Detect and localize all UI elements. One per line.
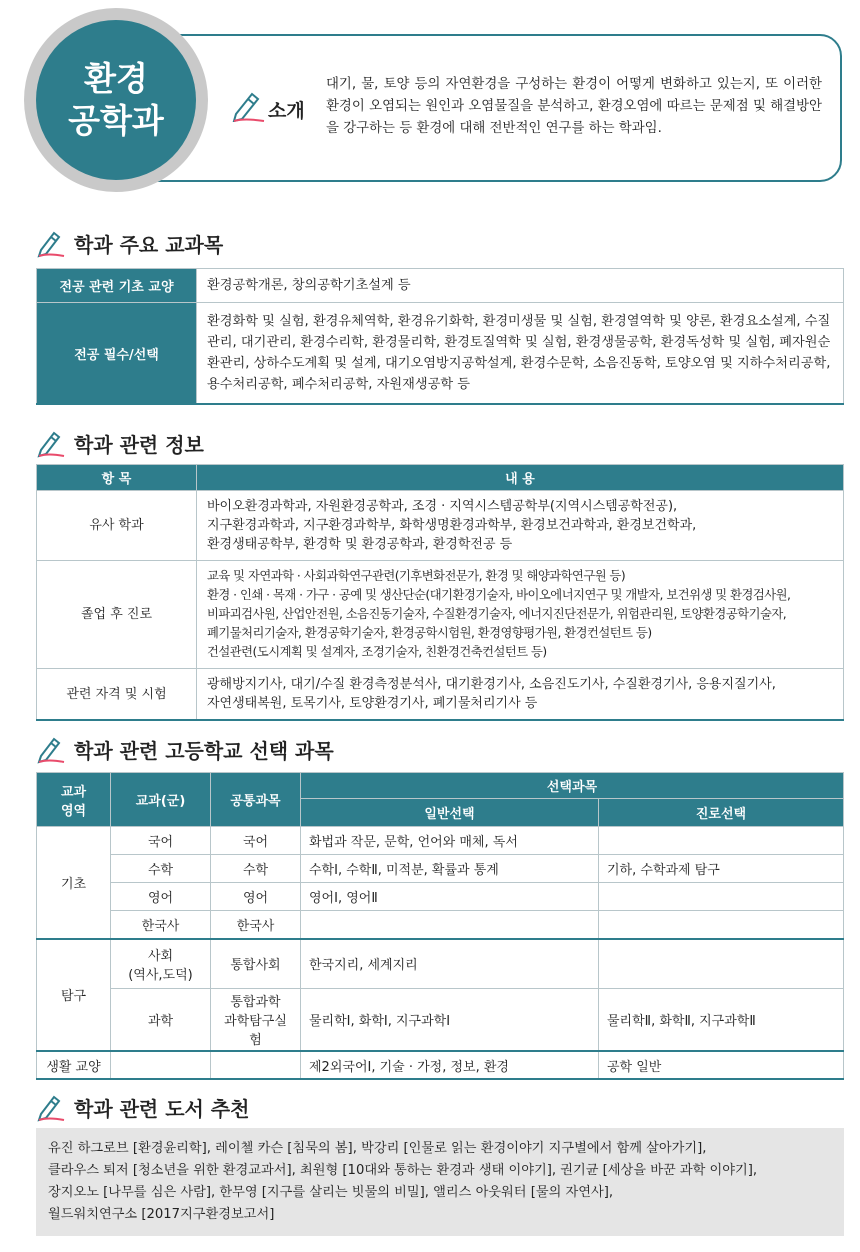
pencil-icon [36,228,66,258]
hs-courses-table [36,772,844,1080]
table-row [37,269,844,303]
table-row [37,911,844,939]
text-line: 교육 및 자연과학 · 사회과학연구관련(기후변화전문가, 환경 및 해양과학연구원 등) [207,569,626,583]
row-value: 환경공학개론, 창의공학기초설계 등 [197,269,844,303]
section-heading-hs-courses [36,734,334,764]
row-value [197,491,844,561]
section-heading-info [36,428,204,458]
area-cell: 기초 [37,827,111,939]
table-row [37,883,844,911]
text-line: 환경생태공학부, 환경학 및 환경공학과, 환경학전공 등 [207,537,513,552]
table-row [37,827,844,855]
career-cell [599,911,844,939]
common-cell [211,989,301,1052]
column-header-group: 교과(군) [111,773,211,827]
header-line: 영역 [60,803,87,819]
group-cell [111,1051,211,1079]
area-cell: 생활 교양 [37,1051,111,1079]
title-line-1: 환경 [84,59,148,98]
row-value [197,561,844,669]
group-cell: 과학 [111,989,211,1052]
column-header: 내 용 [197,465,844,491]
row-value: 환경화학 및 실험, 환경유체역학, 환경유기화학, 환경미생물 및 실험, 환경열역학 및 양론, 환경요소설계, 수질관리, 대기관리, 환경수리학, 환경물리학, 환경토질역학 및 실험, 환경생물공학, 환경독성학 및 실험, 폐자원순환관리, 상하수도계획 및 설계, 대기오염방지공학설계, 환경수문학, 소음진동학, 토양오염 및 지하수처리공학, 용수처리공학, 폐수처리공학, 자원재생공학 등 [197,303,844,405]
career-cell [599,827,844,855]
section-title: 학과 관련 고등학교 선택 과목 [74,738,334,763]
column-header-career: 진로선택 [599,799,844,827]
general-cell: 한국지리, 세계지리 [301,939,599,989]
column-header-general: 일반선택 [301,799,599,827]
section-heading-courses [36,228,223,258]
general-cell: 영어Ⅰ, 영어Ⅱ [301,883,599,911]
column-header-common: 공통과목 [211,773,301,827]
text-line: 바이오환경과학과, 자원환경공학과, 조경 · 지역시스템공학부(지역시스템공학전공), [207,499,678,514]
career-cell [599,883,844,911]
book-list [36,1128,844,1236]
table-row [37,491,844,561]
career-cell [599,939,844,989]
header-line: 교과 [60,784,87,800]
text-line: 환경 · 인쇄 · 목재 · 가구 · 공예 및 생산단순(대기환경기술자, 바이오에너지연구 및 개발자, 보건위생 및 환경검사원, [207,588,791,602]
general-cell: 수학Ⅰ, 수학Ⅱ, 미적분, 확률과 통계 [301,855,599,883]
text-line: 지구환경과학과, 지구환경과학부, 화학생명환경과학부, 환경보건과학과, 환경보건학과, [207,518,697,533]
common-cell: 통합사회 [211,939,301,989]
table-header-row [37,773,844,799]
group-cell: 한국사 [111,911,211,939]
row-label: 전공 필수/선택 [37,303,197,405]
pencil-icon [36,428,66,458]
common-cell: 한국사 [211,911,301,939]
text-line: 건설관련(도시계획 및 설계자, 조경기술자, 친환경건축컨설턴트 등) [207,645,547,659]
row-label: 관련 자격 및 시험 [37,669,197,721]
cell-line: 과학탐구실험 [224,1014,287,1048]
table-row [37,303,844,405]
row-label: 전공 관련 기초 교양 [37,269,197,303]
book-line: 장지오노 [나무를 심은 사람], 한무영 [지구를 살리는 빗물의 비밀], 앨리스 아웃워터 [물의 자연사], [48,1185,614,1200]
common-cell: 국어 [211,827,301,855]
pencil-icon [36,1092,66,1122]
book-line: 유진 하그로브 [환경윤리학], 레이첼 카슨 [침묵의 봄], 박강리 [인물로 읽는 환경이야기 지구별에서 함께 살아가기], [48,1141,707,1156]
section-title: 학과 주요 교과목 [74,232,224,257]
table-row [37,989,844,1052]
text-line: 비파괴검사원, 산업안전원, 소음진동기술자, 수질환경기술자, 에너지진단전문가, 위험관리원, 토양환경공학기술자, [207,607,787,621]
group-cell: 국어 [111,827,211,855]
book-line: 클라우스 퇴저 [청소년을 위한 환경교과서], 최원형 [10대와 통하는 환경과 생태 이야기], 권기균 [세상을 바꾼 과학 이야기], [48,1163,758,1178]
page-header [0,0,860,200]
area-cell: 탐구 [37,939,111,1052]
text-line: 폐기물처리기술자, 환경공학기술자, 환경공학시험원, 환경영향평가원, 환경컨설턴트 등) [207,626,652,640]
row-value [197,669,844,721]
department-title [36,20,196,180]
table-header-row [37,465,844,491]
column-header-area [37,773,111,827]
intro-text: 대기, 물, 토양 등의 자연환경을 구성하는 환경이 어떻게 변화하고 있는지, 또 이러한 환경이 오염되는 원인과 오염물질을 분석하고, 환경오염에 따르는 문제점 및 해결방안을 강구하는 등 환경에 대해 전반적인 연구를 하는 학과임. [326,77,822,136]
row-label: 유사 학과 [37,491,197,561]
pencil-icon [230,88,266,122]
intro-label: 소개 [268,100,305,122]
common-cell: 수학 [211,855,301,883]
table-row [37,939,844,989]
cell-line: 사회 [147,948,174,964]
table-row [37,669,844,721]
table-row [37,561,844,669]
book-line: 월드워치연구소 [2017지구환경보고서] [48,1207,275,1222]
general-cell [301,911,599,939]
section-heading-books [36,1092,249,1122]
info-table [36,464,844,721]
column-header: 항 목 [37,465,197,491]
courses-table [36,268,844,405]
row-label: 졸업 후 진로 [37,561,197,669]
group-cell: 수학 [111,855,211,883]
career-cell: 물리학Ⅱ, 화학Ⅱ, 지구과학Ⅱ [599,989,844,1052]
common-cell: 영어 [211,883,301,911]
career-cell: 기하, 수학과제 탐구 [599,855,844,883]
section-title: 학과 관련 도서 추천 [74,1096,250,1121]
cell-line: 통합과학 [230,995,281,1010]
text-line: 자연생태복원, 토목기사, 토양환경기사, 폐기물처리기사 등 [207,696,538,711]
section-title: 학과 관련 정보 [74,432,204,457]
common-cell [211,1051,301,1079]
pencil-icon [36,734,66,764]
general-cell: 물리학Ⅰ, 화학Ⅰ, 지구과학Ⅰ [301,989,599,1052]
table-row [37,1051,844,1079]
general-cell: 화법과 작문, 문학, 언어와 매체, 독서 [301,827,599,855]
group-cell [111,939,211,989]
title-line-2: 공학과 [68,101,164,140]
group-cell: 영어 [111,883,211,911]
general-cell: 제2외국어Ⅰ, 기술 · 가정, 정보, 환경 [301,1051,599,1079]
career-cell: 공학 일반 [599,1051,844,1079]
cell-line: (역사,도덕) [128,967,193,983]
text-line: 광해방지기사, 대기/수질 환경측정분석사, 대기환경기사, 소음진도기사, 수질환경기사, 응용지질기사, [207,677,776,692]
column-header-elective: 선택과목 [301,773,844,799]
table-row [37,855,844,883]
